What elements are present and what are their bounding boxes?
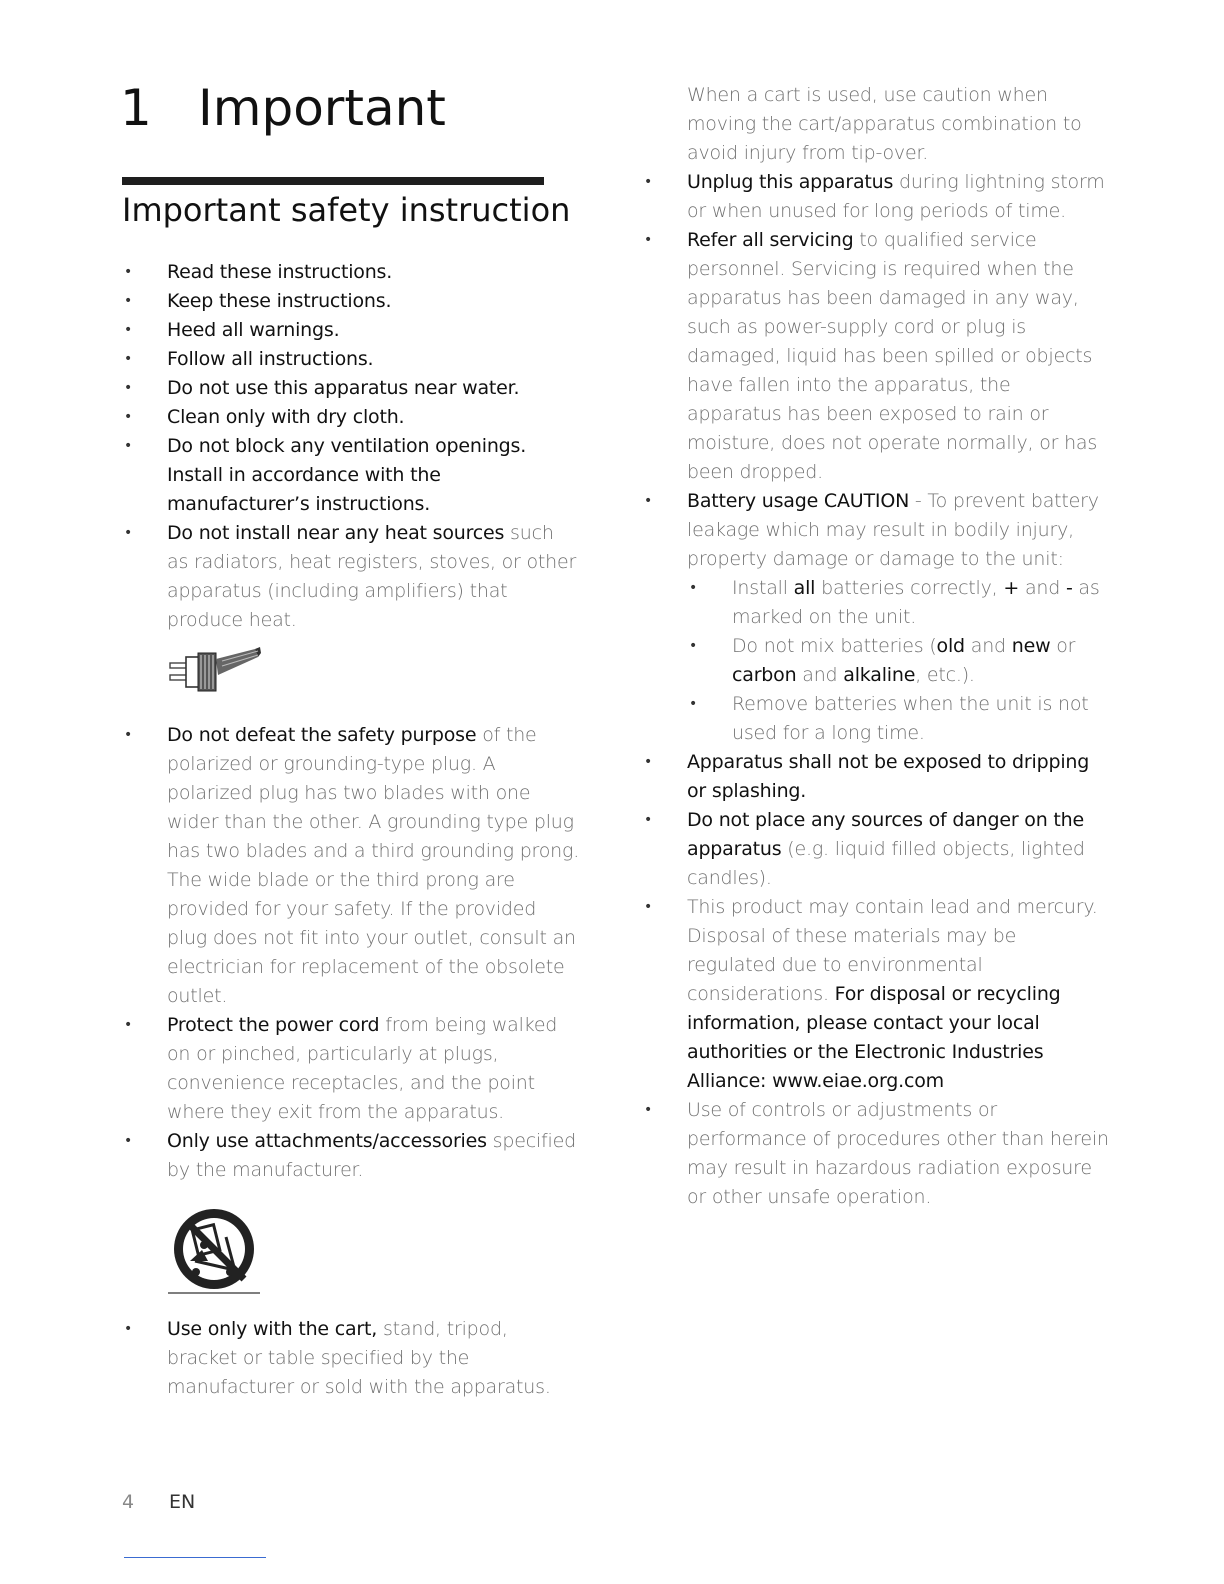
section-title: Important safety instruction xyxy=(122,191,571,229)
list-item: • Do not use this apparatus near water. xyxy=(120,374,580,403)
list-item: • Apparatus shall not be exposed to dripping or splashing. xyxy=(640,748,1110,806)
language-code: EN xyxy=(169,1491,196,1513)
list-item: • Only use attachments/accessories specified by the manufacturer. xyxy=(120,1127,580,1185)
list-item: • Refer all servicing to qualified service personnel. Servicing is required when the apparatus has been damaged in any way, such as power-supply cord or plug is damaged, liquid has been spilled or objects have fallen into the apparatus, the apparatus has been exposed to rain or moisture, does not operate normally, or has been dropped. xyxy=(640,226,1110,487)
list-item: • Clean only with dry cloth. xyxy=(120,403,580,432)
cart-continuation-text: When a cart is used, use caution when moving the cart/apparatus combination to avoid injury from tip-over. xyxy=(687,84,1082,164)
battery-sublist xyxy=(687,574,1110,748)
sub-list-item: • Install all batteries correctly, + and - as marked on the unit. xyxy=(687,574,1110,632)
sub-list-item: • Do not mix batteries (old and new or carbon and alkaline, etc.). xyxy=(687,632,1110,690)
footer-line xyxy=(124,1557,266,1558)
list-item: • Do not block any ventilation openings. Install in accordance with the manufacturer’s instructions. xyxy=(120,432,580,519)
safety-list-left-end xyxy=(120,1315,580,1402)
safety-list-left-continued xyxy=(120,721,580,1185)
page-footer xyxy=(122,1488,195,1516)
plug-figure xyxy=(120,635,580,721)
chapter-number: 1 xyxy=(120,79,152,137)
list-item: • Follow all instructions. xyxy=(120,345,580,374)
cart-figure xyxy=(120,1185,580,1315)
list-item: • Heed all warnings. xyxy=(120,316,580,345)
list-item: • Read these instructions. xyxy=(120,258,580,287)
safety-list-right xyxy=(640,168,1110,1212)
list-item: • Do not install near any heat sources such as radiators, heat registers, stoves, or other apparatus (including amplifiers) that produce heat. xyxy=(120,519,580,635)
list-item: • Battery usage CAUTION - To prevent battery leakage which may result in bodily injury, property damage or damage to the unit: • Install all batteries correctly, + and - as marked on the unit. • Do not mix batteries (old and new or carbon and alkaline, etc.). • Remove batteries when the unit is not used for a long time. xyxy=(640,487,1110,748)
cart-tip-over-warning-icon xyxy=(168,1203,268,1313)
section-rule xyxy=(122,177,544,185)
safety-list-left xyxy=(120,258,580,635)
list-item: • Do not defeat the safety purpose of the polarized or grounding-type plug. A polarized plug has two blades with one wider than the other. A grounding type plug has two blades and a third grounding prong. The wide blade or the third prong are provided for your safety. If the provided plug does not fit into your outlet, consult an electrician for replacement of the obsolete outlet. xyxy=(120,721,580,1011)
list-item: • Use of controls or adjustments or performance of procedures other than herein may result in hazardous radiation exposure or other unsafe operation. xyxy=(640,1096,1110,1212)
page-number: 4 xyxy=(122,1491,135,1513)
polarized-plug-icon xyxy=(160,639,300,709)
right-column xyxy=(640,81,1110,1212)
list-item: • Unplug this apparatus during lightning storm or when unused for long periods of time. xyxy=(640,168,1110,226)
chapter-title: Important xyxy=(198,79,446,137)
list-item: • This product may contain lead and mercury. Disposal of these materials may be regulated due to environmental considerations. For disposal or recycling information, please contact your local authorities or the Electronic Industries Alliance: www.eiae.org.com xyxy=(640,893,1110,1096)
list-item: • Keep these instructions. xyxy=(120,287,580,316)
list-item: • Use only with the cart, stand, tripod, bracket or table specified by the manufacturer or sold with the apparatus. xyxy=(120,1315,580,1402)
sub-list-item: • Remove batteries when the unit is not used for a long time. xyxy=(687,690,1110,748)
list-item: • Protect the power cord from being walked on or pinched, particularly at plugs, convenience receptacles, and the point where they exit from the apparatus. xyxy=(120,1011,580,1127)
chapter-heading xyxy=(120,78,446,138)
list-item: • Do not place any sources of danger on the apparatus (e.g. liquid filled objects, lighted candles). xyxy=(640,806,1110,893)
left-column xyxy=(120,258,580,1402)
